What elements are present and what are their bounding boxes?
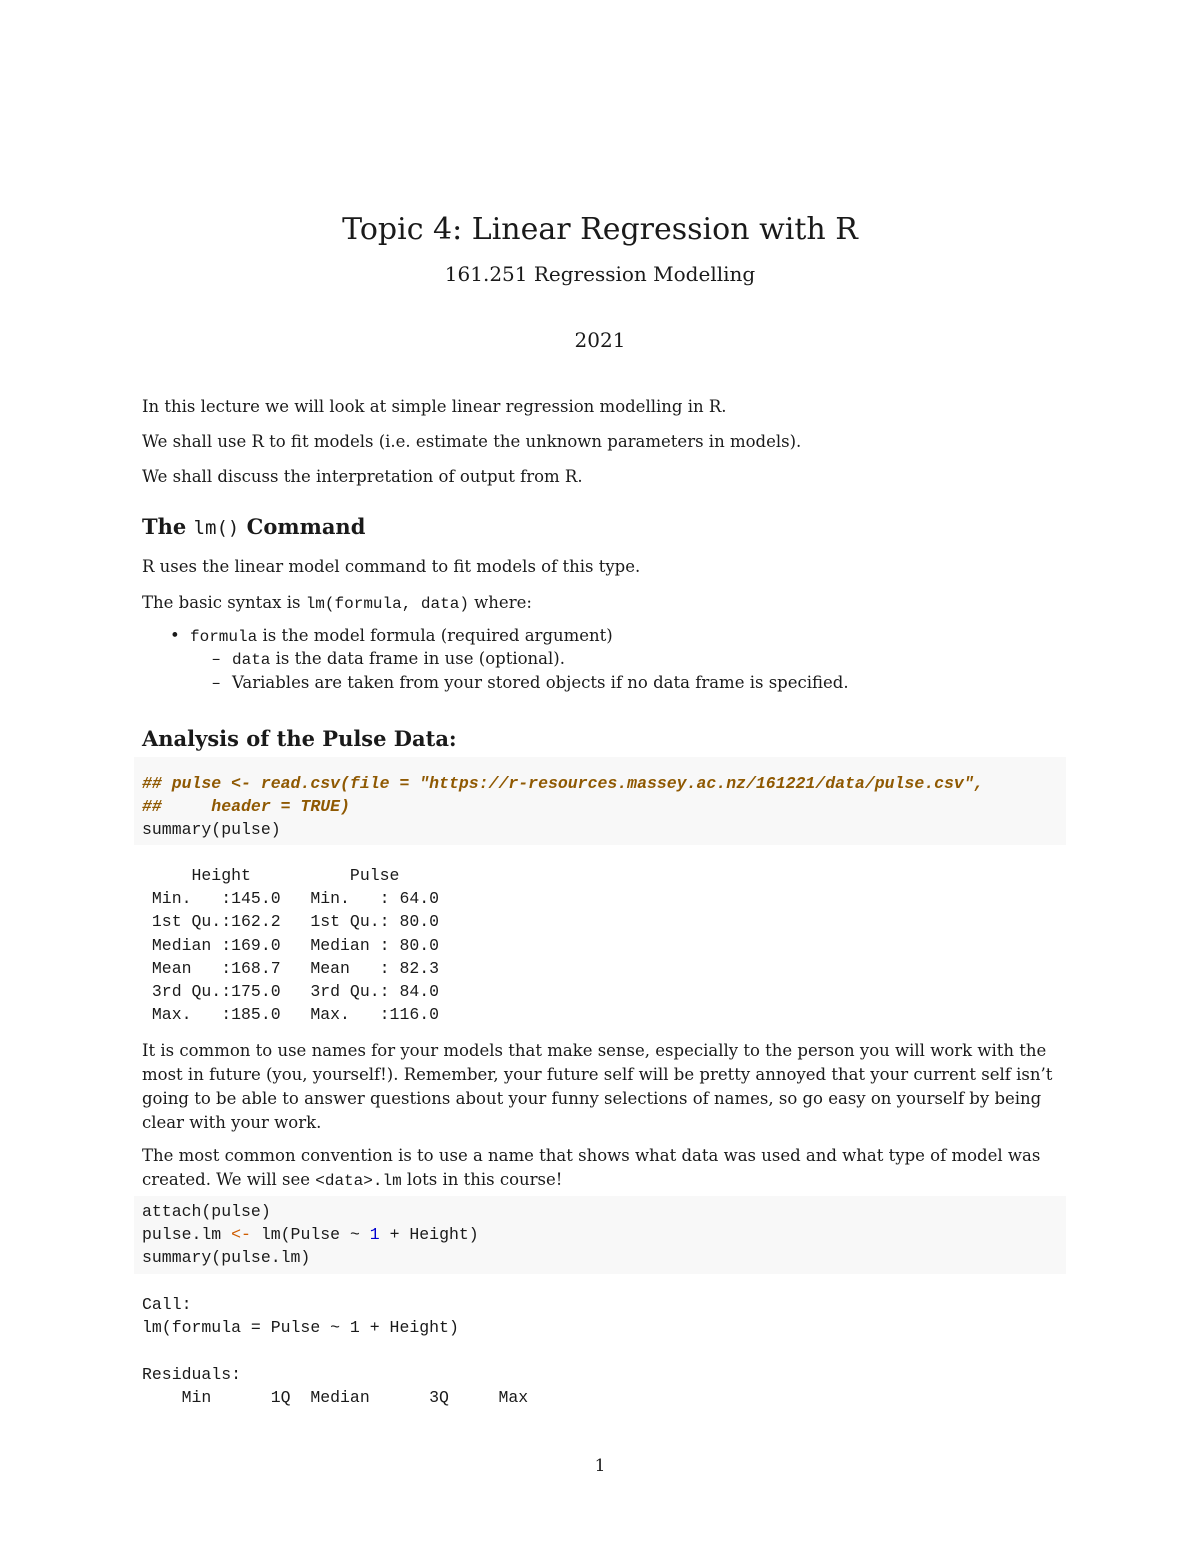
- output-line: Min 1Q Median 3Q Max: [142, 1388, 529, 1407]
- document-date: 2021: [574, 328, 626, 352]
- naming-paragraph: It is common to use names for your models that make sense, especially to the person you will work with the most in future (you, yourself!). Remember, your future self will be pretty annoyed that your current self isn’t going to be able to answer questions about your funny selections of names, so go easy on yourself by being clear with your work.: [142, 1041, 1053, 1132]
- bullet-dash: –: [212, 649, 221, 668]
- section-heading-pulse: Analysis of the Pulse Data:: [142, 726, 457, 751]
- code-line: summary(pulse.lm): [142, 1248, 311, 1267]
- intro-paragraph: In this lecture we will look at simple linear regression modelling in R.: [142, 397, 727, 416]
- code-line: attach(pulse): [142, 1202, 271, 1221]
- output-line: Residuals:: [142, 1365, 242, 1384]
- convention-paragraph: The most common convention is to use a name that shows what data was used and what type of model was created. We will see <data>.lm lots in this course!: [142, 1146, 1041, 1190]
- output-line: 1st Qu.:162.2 1st Qu.: 80.0: [142, 912, 440, 931]
- bullet-dash: –: [212, 673, 221, 692]
- output-line: Height Pulse: [142, 866, 400, 885]
- lm-description: R uses the linear model command to fit models of this type.: [142, 557, 641, 576]
- document-title: Topic 4: Linear Regression with R: [342, 212, 858, 247]
- document-subtitle: 161.251 Regression Modelling: [444, 262, 756, 286]
- lm-syntax: The basic syntax is lm(formula, data) where:: [142, 593, 532, 613]
- document-page: Topic 4: Linear Regression with R 161.251 Regression Modelling 2021 In this lecture we will look at simple linear regression modelling in R. We shall use R to fit models (i.e. estimate the unknown parameters in models). We shall discuss the interpretation of output from R. The lm() Command R uses the linear model command to fit models of this type. The basic syntax is lm(formula, data) where: • formula is the model formula (required argument) – data is the data frame in use (optional). – Variables are taken from your stored objects if no data frame is specified. Analysis of the Pulse Data: ## pulse <- read.csv(file = "https://r-resources.massey.ac.nz/161221/data/pulse.csv", ## header = TRUE) summary(pulse) Height Pulse Min. :145.0 Min. : 64.0 1st Qu.:162.2 1st Qu.: 80.0 Median :169.0 Median : 80.0 Mean :168.7 Mean : 82.3 3rd Qu.:175.0 3rd Qu.: 84.0 Max. :185.0 Max. :116.0 It is common to use names for your models that make sense, especially to the person you will work with the most in future (you, yourself!). Remember, your future self will be pretty annoyed that your current self isn’t going to be able to answer questions about your funny selections of names, so go easy on yourself by being clear with your work. The most common convention is to use a name that shows what data was used and what type of model was created. We will see <data>.lm lots in this course! attach(pulse) pulse.lm <- lm(Pulse ~ 1 + Height) summary(pulse.lm) Call: lm(formula = Pulse ~ 1 + Height) Residuals: Min 1Q Median 3Q Max 1: [0, 0, 1200, 1553]
- output-line: Median :169.0 Median : 80.0: [142, 936, 440, 955]
- code-line: pulse.lm <- lm(Pulse ~ 1 + Height): [142, 1225, 479, 1244]
- code-line: ## header = TRUE): [142, 797, 350, 816]
- code-line: ## pulse <- read.csv(file = "https://r-resources.massey.ac.nz/161221/data/pulse.csv",: [142, 774, 984, 793]
- output-line: Call:: [142, 1295, 192, 1314]
- intro-paragraph: We shall discuss the interpretation of output from R.: [142, 467, 583, 486]
- bullet-dot: •: [170, 626, 180, 645]
- output-line: Mean :168.7 Mean : 82.3: [142, 959, 440, 978]
- code-line: summary(pulse): [142, 820, 281, 839]
- section-heading-lm: The lm() Command: [142, 514, 366, 539]
- page-number: 1: [594, 1456, 606, 1476]
- output-line: Min. :145.0 Min. : 64.0: [142, 889, 440, 908]
- output-line: 3rd Qu.:175.0 3rd Qu.: 84.0: [142, 982, 440, 1001]
- output-line: Max. :185.0 Max. :116.0: [142, 1005, 440, 1024]
- output-line: lm(formula = Pulse ~ 1 + Height): [142, 1318, 459, 1337]
- code-block: [134, 1196, 1066, 1274]
- code-block: [134, 757, 1066, 845]
- intro-paragraph: We shall use R to fit models (i.e. estimate the unknown parameters in models).: [142, 432, 802, 451]
